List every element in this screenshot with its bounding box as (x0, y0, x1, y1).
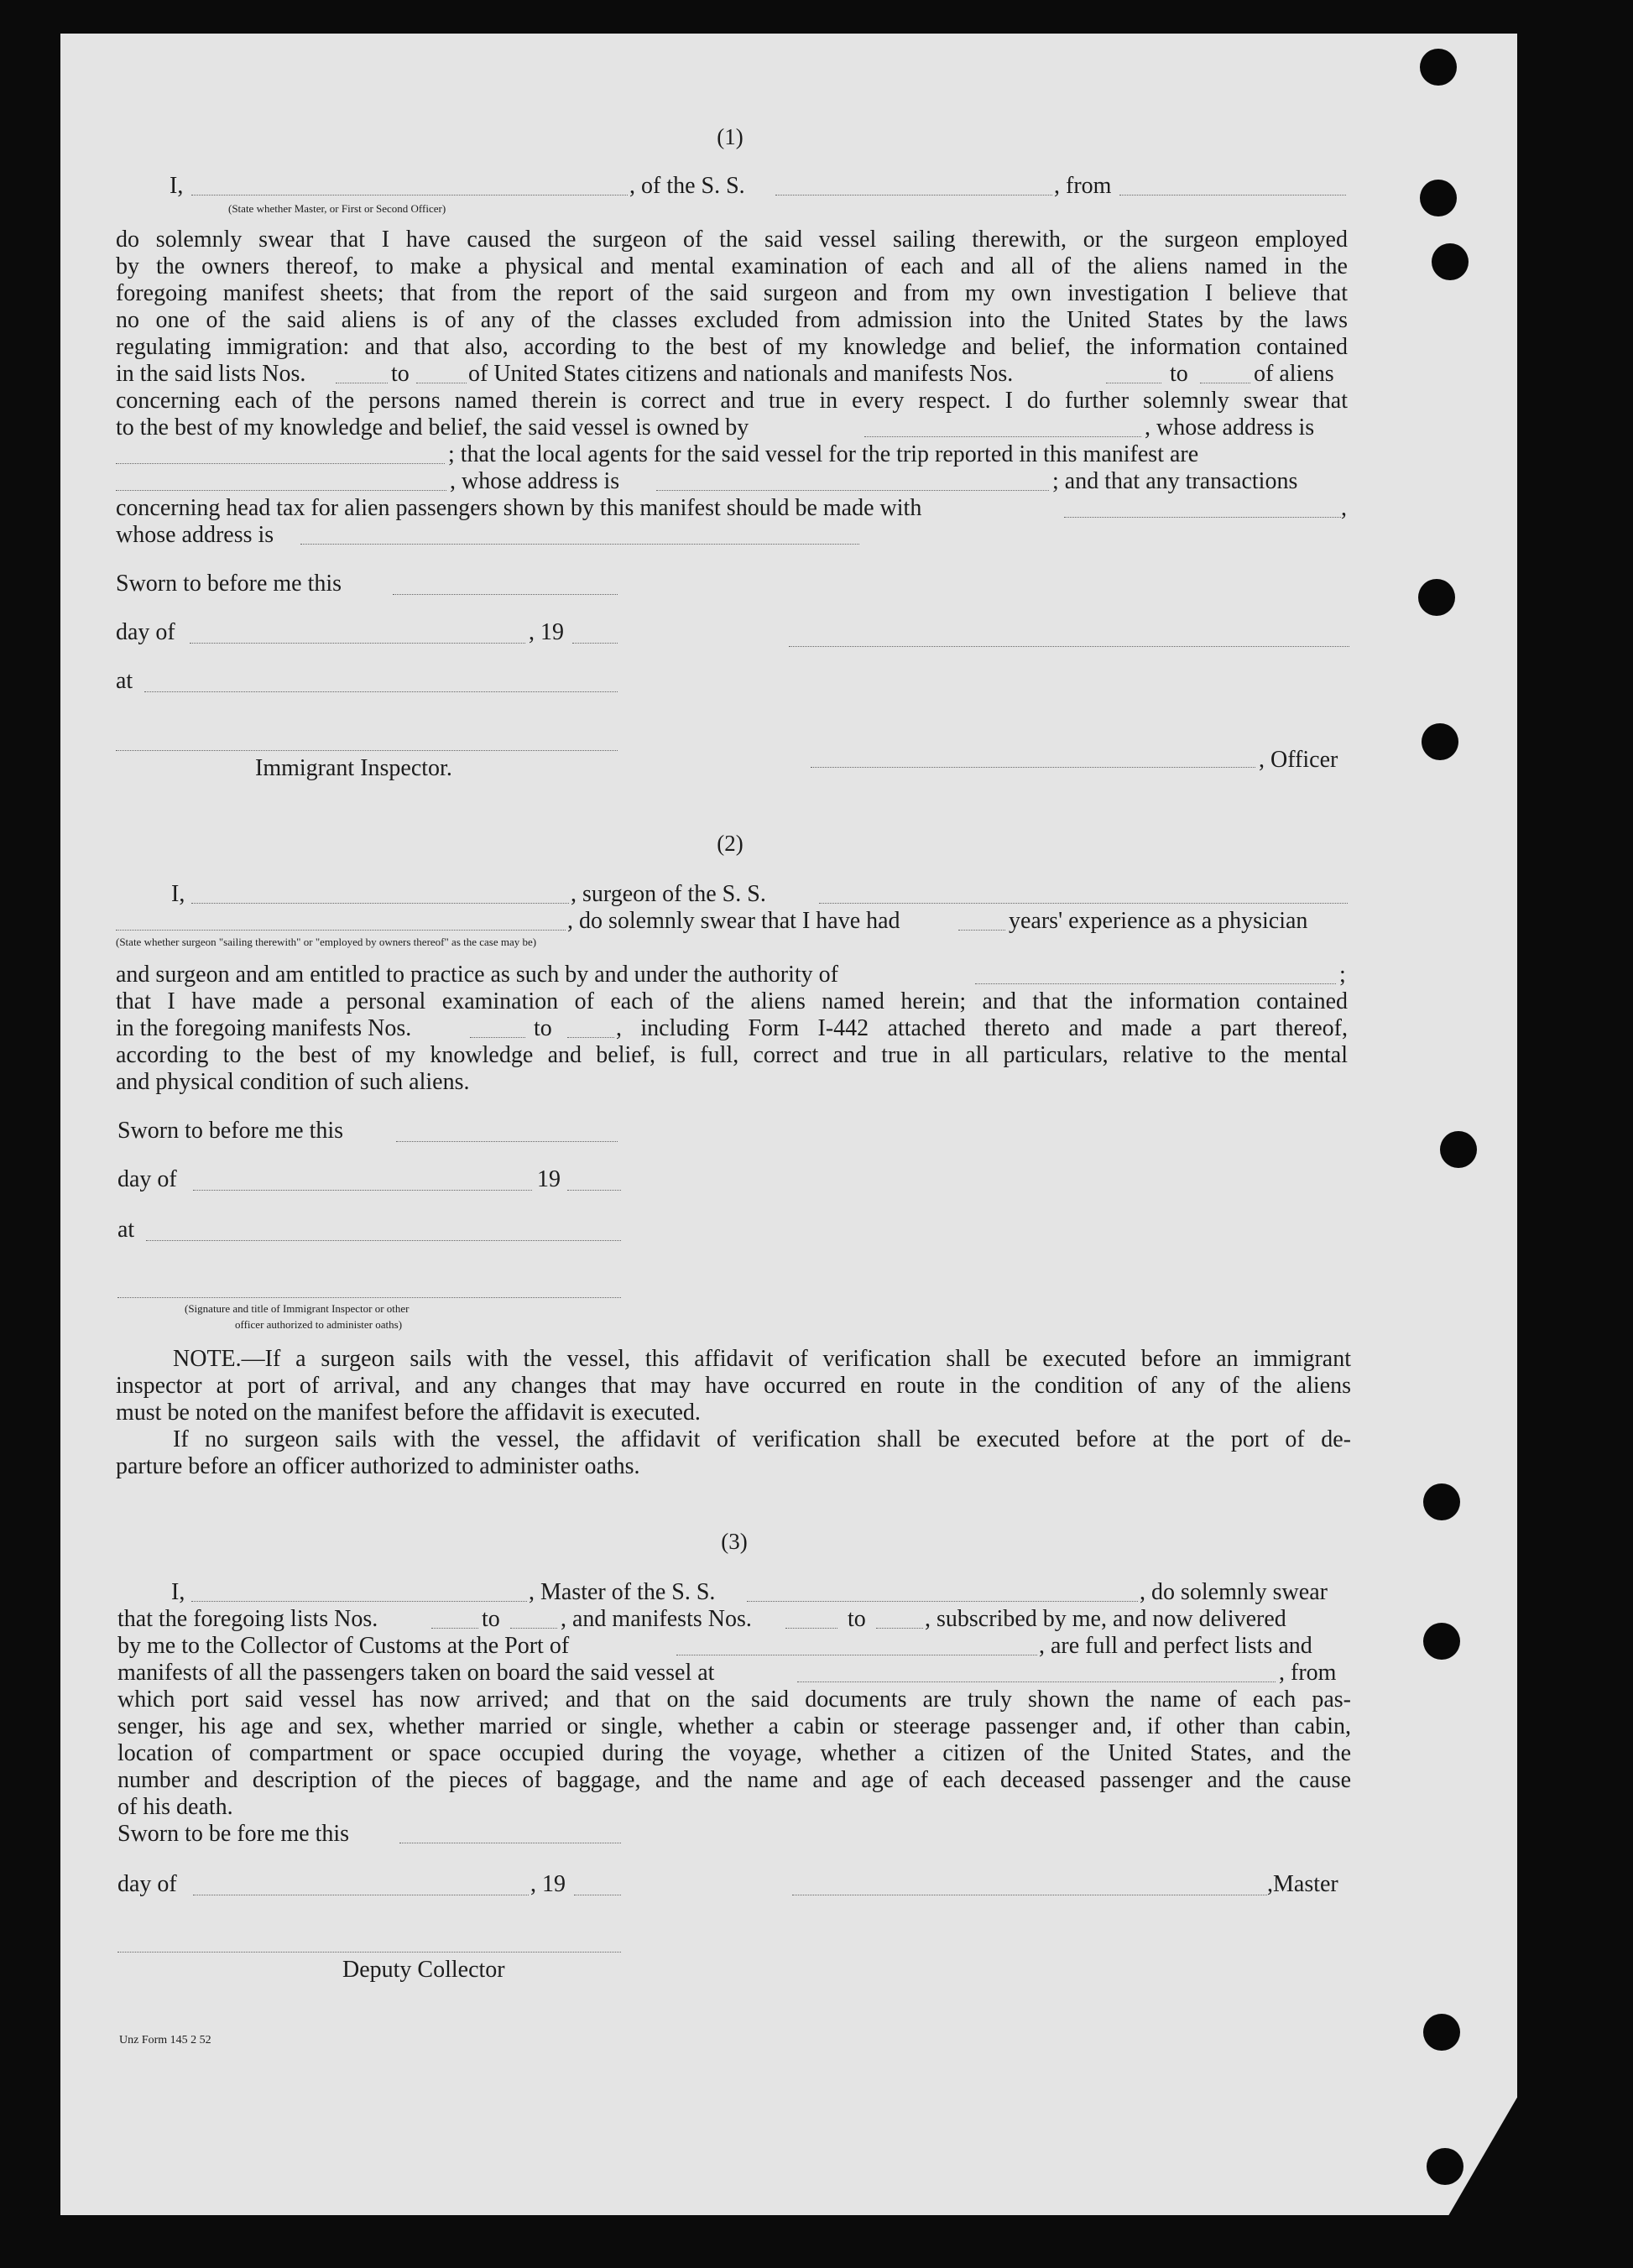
text: and surgeon and am entitled to practice as such by and under the authority of (116, 962, 838, 988)
blank-line (864, 436, 1141, 437)
blank-line (572, 643, 618, 644)
text: day of (117, 1871, 177, 1897)
text: , do solemnly swear that I have had (567, 908, 900, 934)
text: day of (116, 619, 175, 645)
text: , do solemnly swear (1140, 1579, 1328, 1605)
blank-line (116, 930, 566, 931)
note-text: NOTE.—If a surgeon sails with the vessel, this affidavit of verification shall be executed before an immigrant (173, 1346, 1351, 1372)
blank-line (1119, 195, 1346, 196)
punch-hole (1418, 579, 1455, 616)
blank-line (191, 195, 628, 196)
text: of United States citizens and nationals and manifests Nos. (468, 361, 1014, 387)
signature-line (811, 767, 1255, 768)
text: , whose address is (1145, 414, 1315, 441)
text: , from (1279, 1660, 1337, 1686)
note-text: inspector at port of arrival, and any changes that may have occurred en route in the condition of any of the aliens (116, 1373, 1351, 1399)
blank-line (300, 544, 859, 545)
text: foregoing manifest sheets; that from the report of the said surgeon and from my own investigation I believe that (116, 280, 1348, 306)
blank-line (797, 1681, 1276, 1682)
text: I, (171, 881, 185, 907)
text: , subscribed by me, and now delivered (925, 1606, 1286, 1632)
note-text: If no surgeon sails with the vessel, the affidavit of verification shall be executed before at the port of de- (173, 1426, 1351, 1452)
field-note: (State whether surgeon "sailing therewith" or "employed by owners thereof" as the case may be) (116, 936, 537, 948)
section-number: (1) (717, 124, 743, 149)
text: , 19 (529, 619, 564, 645)
punch-hole (1422, 723, 1458, 760)
officer-label: , Officer (1259, 747, 1338, 773)
text: concerning each of the persons named therein is correct and true in every respect. I do further solemnly swear that (116, 388, 1348, 414)
text: I, (170, 173, 184, 199)
note-text: must be noted on the manifest before the affidavit is executed. (116, 1400, 701, 1426)
blank-line (975, 983, 1336, 984)
text: , Master of the S. S. (529, 1579, 716, 1605)
blank-line (876, 1628, 923, 1629)
text: in the said lists Nos. (116, 361, 306, 387)
note-text: parture before an officer authorized to administer oaths. (116, 1453, 640, 1479)
text: regulating immigration: and that also, according to the best of my knowledge and belief, the information contained (116, 334, 1348, 360)
punch-hole (1423, 2014, 1460, 2051)
blank-line (567, 1037, 614, 1038)
text: senger, his age and sex, whether married or single, whether a cabin or steerage passenger and, if other than cabin, (117, 1713, 1351, 1739)
text: , surgeon of the S. S. (571, 881, 766, 907)
text: , are full and perfect lists and (1039, 1633, 1312, 1659)
signature-caption: (Signature and title of Immigrant Inspector or other (185, 1302, 410, 1315)
text: to (534, 1015, 552, 1041)
punch-hole (1432, 243, 1469, 280)
blank-line (1064, 517, 1341, 518)
text: day of (117, 1166, 177, 1192)
text: that I have made a personal examination of each of the aliens named herein; and that the information contained (116, 988, 1348, 1014)
text: Sworn to before me this (117, 1118, 344, 1144)
text: at (117, 1217, 135, 1243)
punch-hole (1423, 1483, 1460, 1520)
text: Sworn to be fore me this (117, 1821, 350, 1847)
blank-line (191, 1601, 527, 1602)
text: I, (171, 1579, 185, 1605)
text: of his death. (117, 1794, 233, 1820)
master-label: ,Master (1267, 1871, 1338, 1897)
text: concerning head tax for alien passengers shown by this manifest should be made with (116, 495, 922, 521)
text: which port said vessel has now arrived; and that on the said documents are truly shown the name of each pas- (117, 1687, 1351, 1713)
text: , (1341, 495, 1347, 521)
punch-hole (1420, 180, 1457, 216)
text: , of the S. S. (629, 173, 745, 199)
text: ; (1339, 962, 1346, 988)
blank-line (785, 1628, 837, 1629)
blank-line (146, 1240, 621, 1241)
text: to (482, 1606, 500, 1632)
text: at (116, 668, 133, 694)
field-note: (State whether Master, or First or Second Officer) (228, 202, 446, 215)
text: , including Form I-442 attached thereto and made a part thereof, (616, 1015, 1348, 1041)
section-number: (3) (721, 1529, 748, 1554)
punch-hole (1423, 1623, 1460, 1660)
text: to (1170, 361, 1188, 387)
text: and physical condition of such aliens. (116, 1069, 470, 1095)
blank-line (510, 1628, 557, 1629)
text: by me to the Collector of Customs at the Port of (117, 1633, 570, 1659)
text: do solemnly swear that I have caused the surgeon of the said vessel sailing therewith, or the surgeon employed (116, 227, 1348, 253)
signature-line (789, 646, 1349, 647)
blank-line (567, 1190, 621, 1191)
text: , whose address is (450, 468, 620, 494)
text: in the foregoing manifests Nos. (116, 1015, 412, 1041)
punch-hole (1427, 2148, 1463, 2185)
text: to (848, 1606, 866, 1632)
blank-line (656, 490, 1049, 491)
blank-line (116, 490, 446, 491)
blank-line (775, 195, 1052, 196)
blank-line (116, 463, 445, 464)
blank-line (190, 643, 525, 644)
signature-line (116, 750, 618, 751)
blank-line (431, 1628, 478, 1629)
blank-line (193, 1190, 532, 1191)
blank-line (819, 903, 1348, 904)
blank-line (470, 1037, 525, 1038)
deputy-label: Deputy Collector (342, 1957, 505, 1983)
text: of aliens (1254, 361, 1334, 387)
punch-hole (1420, 49, 1457, 86)
text: , and manifests Nos. (561, 1606, 752, 1632)
blank-line (191, 903, 569, 904)
blank-line (393, 594, 618, 595)
text: , 19 (530, 1871, 566, 1897)
blank-line (144, 691, 618, 692)
text: to (391, 361, 410, 387)
blank-line (958, 930, 1005, 931)
text: ; and that any transactions (1052, 468, 1298, 494)
text: years' experience as a physician (1009, 908, 1308, 934)
text: ; that the local agents for the said vessel for the trip reported in this manifest are (448, 441, 1199, 467)
text: location of compartment or space occupied during the voyage, whether a citizen of the United States, and the (117, 1740, 1351, 1766)
text: 19 (537, 1166, 561, 1192)
text: to the best of my knowledge and belief, the said vessel is owned by (116, 414, 749, 441)
text: no one of the said aliens is of any of the classes excluded from admission into the United States by the laws (116, 307, 1348, 333)
text: according to the best of my knowledge and belief, is full, correct and true in all particulars, relative to the mental (116, 1042, 1348, 1068)
inspector-label: Immigrant Inspector. (255, 755, 452, 781)
text: , from (1054, 173, 1112, 199)
signature-line (117, 1297, 621, 1298)
text: by the owners thereof, to make a physical and mental examination of each and all of the aliens named in the (116, 253, 1348, 279)
form-number: Unz Form 145 2 52 (119, 2034, 211, 2046)
blank-line (747, 1601, 1138, 1602)
text: Sworn to before me this (116, 571, 342, 597)
signature-caption: officer authorized to administer oaths) (235, 1318, 403, 1331)
signature-line (117, 1952, 621, 1953)
text: whose address is (116, 522, 274, 548)
text: manifests of all the passengers taken on board the said vessel at (117, 1660, 715, 1686)
punch-hole (1440, 1131, 1477, 1168)
blank-line (396, 1141, 618, 1142)
text: number and description of the pieces of baggage, and the name and age of each deceased passenger and the cause (117, 1767, 1351, 1793)
section-number: (2) (717, 831, 743, 856)
text: that the foregoing lists Nos. (117, 1606, 378, 1632)
